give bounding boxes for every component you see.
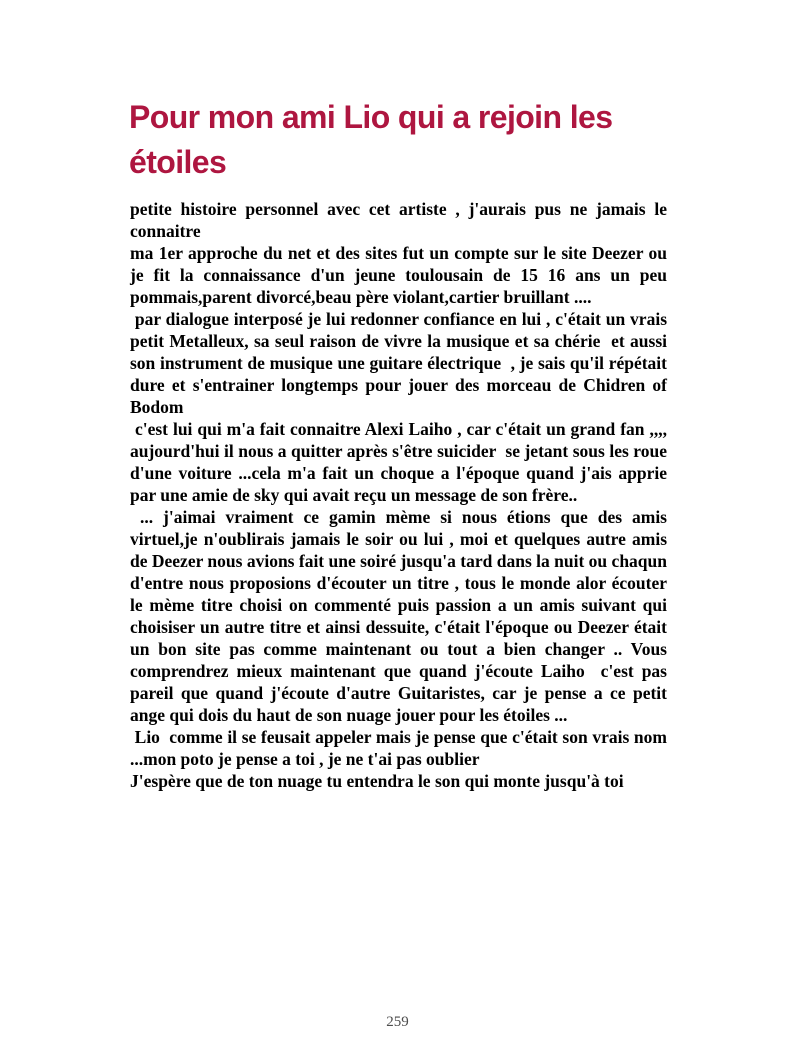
paragraph: c'est lui qui m'a fait connaitre Alexi Laiho , car c'était un grand fan ,,,, aujourd'hui il nous a quitter après s'être suicider se jetant sous les roue d'une voiture ...cela m'a fait un choque a l'époque quand j'ais apprie par une amie de sky qui avait reçu un message de son frère..	[130, 419, 667, 505]
paragraph: ma 1er approche du net et des sites fut un compte sur le site Deezer ou je fit la connaissance d'un jeune toulousain de 15 16 ans un peu pommais,parent divorcé,beau père violant,cartier bruillant ....	[130, 243, 667, 307]
paragraph: ... j'aimai vraiment ce gamin mème si nous étions que des amis virtuel,je n'oublirais jamais le soir ou lui , moi et quelques autre amis de Deezer nous avions fait une soiré jusqu'a tard dans la nuit ou chaqun d'entre nous proposions d'écouter un titre , tous le monde alor écouter le mème titre choisi on commenté puis passion a un amis suivant qui choisiser un autre titre et ainsi dessuite, c'était l'époque ou Deezer était un bon site pas comme maintenant ou tout a bien changer .. Vous comprendrez mieux maintenant que quand j'écoute Laiho c'est pas pareil que quand j'écoute d'autre Guitaristes, car je pense a ce petit ange qui dois du haut de son nuage jouer pour les étoiles ...	[130, 507, 667, 725]
paragraph: J'espère que de ton nuage tu entendra le son qui monte jusqu'à toi	[130, 771, 624, 791]
page-number: 259	[386, 1014, 409, 1030]
article-body	[130, 198, 667, 792]
paragraph: petite histoire personnel avec cet artiste , j'aurais pus ne jamais le connaitre	[130, 199, 667, 241]
paragraph: par dialogue interposé je lui redonner confiance en lui , c'était un vrais petit Metalleux, sa seul raison de vivre la musique et sa chérie et aussi son instrument de musique une guitare électrique , je sais qu'il répétait dure et s'entrainer longtemps pour jouer des morceau de Chidren of Bodom	[130, 309, 667, 417]
paragraph: Lio comme il se feusait appeler mais je pense que c'était son vrais nom ...mon poto je pense a toi , je ne t'ai pas oublier	[130, 727, 667, 769]
page-title: Pour mon ami Lio qui a rejoin les étoiles	[129, 99, 613, 180]
